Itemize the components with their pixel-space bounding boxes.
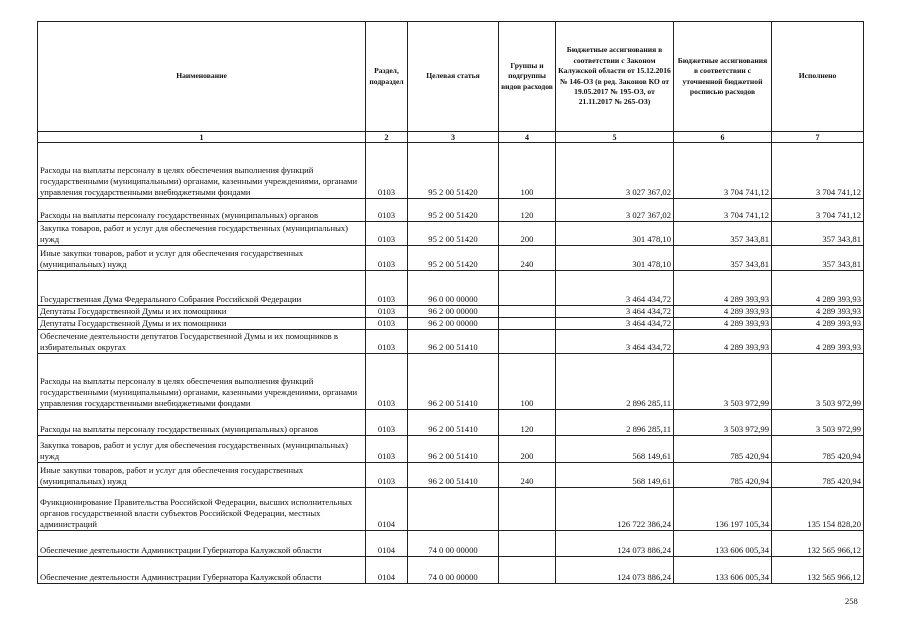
page-number: 258 [845,596,858,606]
row-section: 0103 [366,222,408,246]
row-section: 0103 [366,143,408,199]
row-section: 0103 [366,318,408,330]
header-done: Исполнено [772,22,864,132]
row-group: 100 [499,143,556,199]
row-law-amount: 3 464 434,72 [556,318,674,330]
row-target: 95 2 00 51420 [408,143,499,199]
row-plan-amount: 3 503 972,99 [674,410,772,436]
row-law-amount: 568 149,61 [556,436,674,463]
row-plan-amount: 4 289 393,93 [674,271,772,306]
row-name: Расходы на выплаты персоналу государственных (муниципальных) органов [38,410,366,436]
table-row [38,306,864,318]
column-number: 5 [556,132,674,143]
row-target: 95 2 00 51420 [408,222,499,246]
table-row [38,246,864,271]
table-row [38,330,864,354]
row-section: 0103 [366,330,408,354]
row-name: Расходы на выплаты персоналу в целях обеспечения выполнения функций государственными (муниципальными) органами, казенными учреждениями, органами управления государственными внебюджетными фондами [38,143,366,199]
row-name: Расходы на выплаты персоналу государственных (муниципальных) органов [38,199,366,222]
row-plan-amount: 357 343,81 [674,222,772,246]
row-group: 200 [499,436,556,463]
table-body [38,143,864,584]
row-plan-amount: 4 289 393,93 [674,318,772,330]
row-group: 120 [499,410,556,436]
row-group [499,330,556,354]
row-target: 96 0 00 00000 [408,271,499,306]
row-section: 0103 [366,354,408,410]
row-target: 96 2 00 51410 [408,463,499,488]
row-law-amount: 301 478,10 [556,246,674,271]
row-plan-amount: 357 343,81 [674,246,772,271]
row-law-amount: 3 464 434,72 [556,271,674,306]
row-target: 95 2 00 51420 [408,199,499,222]
row-target: 96 2 00 51410 [408,436,499,463]
table-row [38,557,864,584]
row-section: 0103 [366,199,408,222]
row-target: 95 2 00 51420 [408,246,499,271]
row-group [499,557,556,584]
row-target [408,488,499,531]
column-number-row [38,132,864,143]
row-group: 240 [499,463,556,488]
row-name: Закупка товаров, работ и услуг для обеспечения государственных (муниципальных) нужд [38,436,366,463]
row-section: 0104 [366,531,408,557]
table-row [38,199,864,222]
row-plan-amount: 785 420,94 [674,436,772,463]
row-plan-amount: 4 289 393,93 [674,330,772,354]
row-target: 96 2 00 00000 [408,318,499,330]
row-law-amount: 3 464 434,72 [556,330,674,354]
row-law-amount: 124 073 886,24 [556,557,674,584]
header-name: Наименование [38,22,366,132]
column-number: 2 [366,132,408,143]
budget-table [37,21,864,584]
row-section: 0103 [366,436,408,463]
row-plan-amount: 133 606 005,34 [674,531,772,557]
header-plan: Бюджетные ассигнования в соответствии с уточненной бюджетной росписью расходов [674,22,772,132]
row-group: 100 [499,354,556,410]
row-plan-amount: 133 606 005,34 [674,557,772,584]
column-number: 3 [408,132,499,143]
row-done-amount: 357 343,81 [772,246,864,271]
row-section: 0104 [366,488,408,531]
row-done-amount: 132 565 966,12 [772,557,864,584]
row-group [499,306,556,318]
row-law-amount: 301 478,10 [556,222,674,246]
header-group: Группы и подгруппы видов расходов [499,22,556,132]
row-name: Депутаты Государственной Думы и их помощники [38,306,366,318]
table-row [38,318,864,330]
row-name: Расходы на выплаты персоналу в целях обеспечения выполнения функций государственными (муниципальными) органами, казенными учреждениями, органами управления государственными внебюджетными фондами [38,354,366,410]
row-target: 74 0 00 00000 [408,557,499,584]
row-plan-amount: 3 704 741,12 [674,199,772,222]
table-row [38,143,864,199]
row-done-amount: 4 289 393,93 [772,330,864,354]
row-plan-amount: 3 503 972,99 [674,354,772,410]
row-section: 0103 [366,463,408,488]
table-row [38,410,864,436]
row-done-amount: 785 420,94 [772,463,864,488]
row-done-amount: 785 420,94 [772,436,864,463]
row-section: 0103 [366,306,408,318]
header-section: Раздел, подраздел [366,22,408,132]
row-name: Иные закупки товаров, работ и услуг для обеспечения государственных (муниципальных) нужд [38,463,366,488]
row-done-amount: 4 289 393,93 [772,271,864,306]
row-plan-amount: 136 197 105,34 [674,488,772,531]
row-law-amount: 2 896 285,11 [556,354,674,410]
row-group: 120 [499,199,556,222]
table-row [38,354,864,410]
row-law-amount: 3 027 367,02 [556,143,674,199]
header-row [38,22,864,132]
row-done-amount: 4 289 393,93 [772,318,864,330]
row-group [499,488,556,531]
row-section: 0103 [366,271,408,306]
row-group: 240 [499,246,556,271]
row-target: 96 2 00 51410 [408,354,499,410]
row-group [499,318,556,330]
column-number: 4 [499,132,556,143]
row-target: 96 2 00 00000 [408,306,499,318]
row-law-amount: 2 896 285,11 [556,410,674,436]
table-row [38,531,864,557]
table-row [38,222,864,246]
table-row [38,271,864,306]
row-name: Обеспечение деятельности Администрации Губернатора Калужской области [38,531,366,557]
column-number: 1 [38,132,366,143]
column-number: 7 [772,132,864,143]
row-plan-amount: 785 420,94 [674,463,772,488]
header-law: Бюджетные ассигнования в соответствии с Законом Калужской области от 15.12.2016 № 146-ОЗ (в ред. Законов КО от 19.05.2017 № 195-ОЗ, от 21.11.2017 № 265-ОЗ) [556,22,674,132]
row-done-amount: 3 704 741,12 [772,199,864,222]
row-done-amount: 3 503 972,99 [772,354,864,410]
row-done-amount: 132 565 966,12 [772,531,864,557]
row-target: 96 2 00 51410 [408,410,499,436]
table-row [38,463,864,488]
row-done-amount: 135 154 828,20 [772,488,864,531]
row-done-amount: 4 289 393,93 [772,306,864,318]
row-group [499,531,556,557]
row-group [499,271,556,306]
row-law-amount: 3 464 434,72 [556,306,674,318]
row-section: 0104 [366,557,408,584]
row-section: 0103 [366,410,408,436]
row-law-amount: 124 073 886,24 [556,531,674,557]
header-target: Целевая статья [408,22,499,132]
row-law-amount: 3 027 367,02 [556,199,674,222]
row-group: 200 [499,222,556,246]
row-plan-amount: 4 289 393,93 [674,306,772,318]
row-law-amount: 126 722 386,24 [556,488,674,531]
row-name: Функционирование Правительства Российской Федерации, высших исполнительных органов государственной власти субъектов Российской Федерации, местных администраций [38,488,366,531]
row-target: 74 0 00 00000 [408,531,499,557]
row-name: Обеспечение деятельности депутатов Государственной Думы и их помощников в избирательных округах [38,330,366,354]
row-section: 0103 [366,246,408,271]
row-done-amount: 357 343,81 [772,222,864,246]
row-name: Государственная Дума Федерального Собрания Российской Федерации [38,271,366,306]
row-name: Обеспечение деятельности Администрации Губернатора Калужской области [38,557,366,584]
row-law-amount: 568 149,61 [556,463,674,488]
table-row [38,436,864,463]
row-plan-amount: 3 704 741,12 [674,143,772,199]
row-name: Закупка товаров, работ и услуг для обеспечения государственных (муниципальных) нужд [38,222,366,246]
row-done-amount: 3 503 972,99 [772,410,864,436]
table-row [38,488,864,531]
row-done-amount: 3 704 741,12 [772,143,864,199]
row-target: 96 2 00 51410 [408,330,499,354]
row-name: Иные закупки товаров, работ и услуг для обеспечения государственных (муниципальных) нужд [38,246,366,271]
row-name: Депутаты Государственной Думы и их помощники [38,318,366,330]
column-number: 6 [674,132,772,143]
